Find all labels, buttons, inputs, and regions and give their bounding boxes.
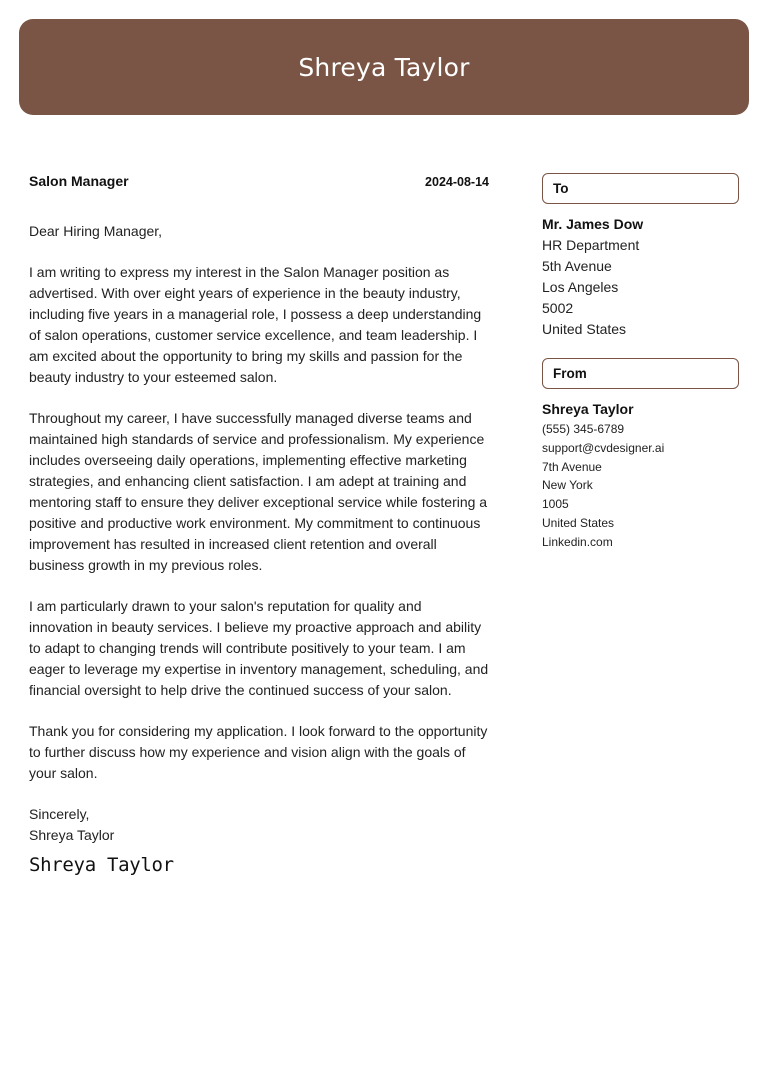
recipient-name: Mr. James Dow [542,216,644,232]
sender-address [542,399,739,552]
recipient-city: Los Angeles [542,279,619,295]
paragraph: Throughout my career, I have successfully managed diverse teams and maintained high standards of service and professionalism. My experience includes overseeing daily operations, implementing effective marketing strategies, and enhancing client satisfaction. I am adept at training and mentoring staff to ensure they deliver exceptional service while fostering a positive and productive work environment. My commitment to continuous improvement has resulted in increased client retention and overall business growth in my previous roles. [29,410,488,573]
letter-date: 2024-08-14 [425,175,489,189]
recipient-street: 5th Avenue [542,258,612,274]
job-title: Salon Manager [29,173,129,189]
header-banner [19,19,749,115]
to-label: To [553,181,569,196]
from-label-box [542,358,739,389]
sender-website: Linkedin.com [542,534,613,549]
sender-street: 7th Avenue [542,459,602,474]
sender-country: United States [542,515,615,530]
paragraph: I am writing to express my interest in the Salon Manager position as advertised. With over eight years of experience in the beauty industry, including five years in a managerial role, I possess a deep understanding of salon operations, customer service excellence, and team leadership. I am excited about the opportunity to bring my skills and passion for the beauty industry to your esteemed salon. [29,264,482,385]
to-label-box [542,173,739,204]
sender-name: Shreya Taylor [542,401,634,417]
closing-block [29,804,489,846]
closing-name: Shreya Taylor [29,827,115,843]
letter-body [29,173,489,876]
sender-postal-code: 1005 [542,497,569,512]
recipient-country: United States [542,321,627,337]
address-sidebar [542,173,739,552]
recipient-department: HR Department [542,237,640,253]
sender-phone: (555) 345-6789 [542,422,625,436]
from-label: From [553,366,587,381]
salutation: Dear Hiring Manager, [29,223,163,239]
sender-city: New York [542,478,593,493]
recipient-postal-code: 5002 [542,300,574,316]
closing-phrase: Sincerely, [29,806,90,822]
recipient-address [542,214,739,340]
sender-email: support@cvdesigner.ai [542,440,665,455]
paragraph: Thank you for considering my application. I look forward to the opportunity to further discuss how my experience and vision align with the goals of your salon. [29,723,488,781]
letter-meta [29,173,489,189]
applicant-name: Shreya Taylor [298,52,470,82]
paragraph: I am particularly drawn to your salon's reputation for quality and innovation in beauty services. I believe my proactive approach and ability to adapt to changing trends will contribute positively to your team. I am eager to leverage my expertise in inventory management, scheduling, and financial oversight to help drive the continued success of your salon. [29,598,489,698]
signature: Shreya Taylor [29,854,174,876]
